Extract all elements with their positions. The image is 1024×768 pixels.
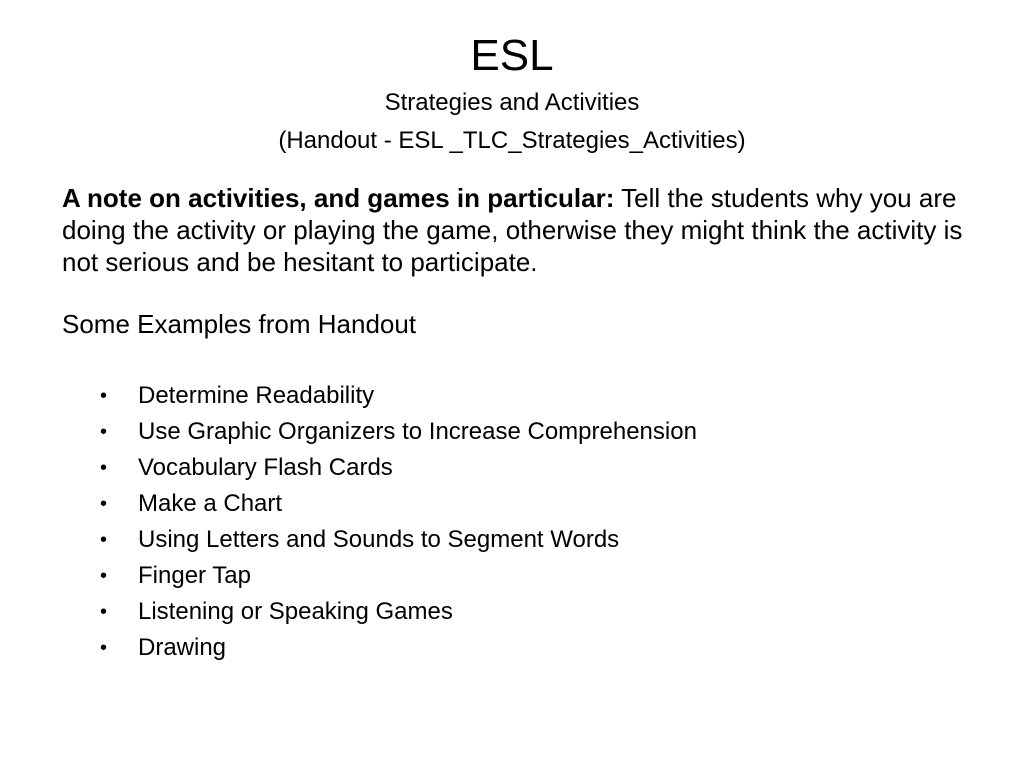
bullet-icon: • [100, 421, 108, 443]
list-item [62, 558, 982, 594]
list-item [62, 630, 982, 666]
list-item [62, 378, 982, 414]
list-item [62, 450, 982, 486]
list-item-text: Using Letters and Sounds to Segment Words [138, 526, 620, 553]
bullet-icon: • [100, 565, 108, 587]
list-item-text: Make a Chart [138, 490, 283, 517]
list-item [62, 486, 982, 522]
list-item-text: Vocabulary Flash Cards [138, 454, 393, 481]
list-item-text: Listening or Speaking Games [138, 598, 453, 625]
examples-heading: Some Examples from Handout [62, 309, 417, 339]
list-item-text: Use Graphic Organizers to Increase Comprehension [138, 418, 697, 445]
list-item-text: Determine Readability [138, 382, 375, 409]
example-list [62, 378, 982, 666]
list-item [62, 414, 982, 450]
list-item [62, 594, 982, 630]
slide-subtitle-line2: (Handout - ESL _TLC_Strategies_Activities) [278, 127, 746, 154]
slide-title: ESL [470, 31, 554, 80]
list-item [62, 522, 982, 558]
slide-subtitle-line1: Strategies and Activities [384, 89, 640, 116]
note-body: Tell the students why you are doing the activity or playing the game, otherwise they might think the activity is not serious and be hesitant to participate. [62, 183, 963, 277]
bullet-icon: • [100, 493, 108, 515]
bullet-icon: • [100, 601, 108, 623]
bullet-icon: • [100, 385, 108, 407]
title-block [0, 28, 1024, 160]
slide-body [62, 182, 982, 666]
list-item-text: Finger Tap [138, 562, 251, 589]
bullet-icon: • [100, 637, 108, 659]
list-item-text: Drawing [138, 634, 227, 661]
bullet-icon: • [100, 529, 108, 551]
activity-note [62, 182, 982, 278]
note-lead: A note on activities, and games in particular: [62, 183, 615, 213]
bullet-icon: • [100, 457, 108, 479]
